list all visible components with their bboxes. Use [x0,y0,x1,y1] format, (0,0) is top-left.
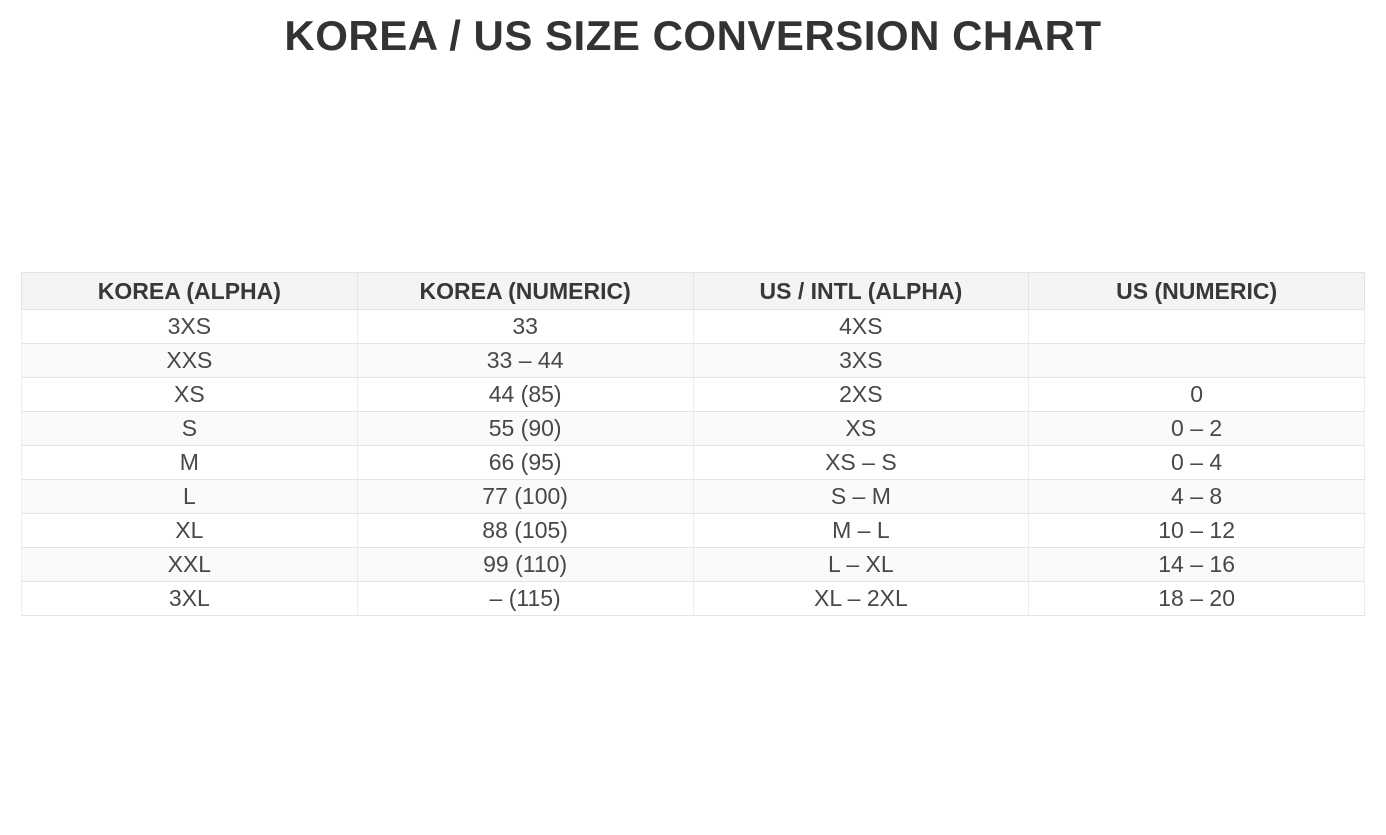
table-cell: 33 – 44 [357,344,693,378]
table-cell: S [22,412,358,446]
table-cell: 99 (110) [357,548,693,582]
table-row [22,582,1365,616]
table-cell: XXS [22,344,358,378]
table-cell: 10 – 12 [1029,514,1365,548]
table-cell: XS [693,412,1029,446]
table-cell: XS – S [693,446,1029,480]
table-cell: L – XL [693,548,1029,582]
table-cell: 2XS [693,378,1029,412]
table-header [22,273,1365,310]
table-cell: 77 (100) [357,480,693,514]
table-cell: 0 – 4 [1029,446,1365,480]
table-cell: – (115) [357,582,693,616]
column-header: KOREA (ALPHA) [22,273,358,310]
table-body [22,310,1365,616]
table-row [22,310,1365,344]
table-cell: 88 (105) [357,514,693,548]
table-cell: 4XS [693,310,1029,344]
table-cell: XL – 2XL [693,582,1029,616]
table-cell: 66 (95) [357,446,693,480]
table-cell [1029,310,1365,344]
table-row [22,412,1365,446]
size-conversion-table-container [21,272,1365,616]
table-cell: S – M [693,480,1029,514]
table-cell: M – L [693,514,1029,548]
size-conversion-table [21,272,1365,616]
table-cell: 0 [1029,378,1365,412]
column-header: US (NUMERIC) [1029,273,1365,310]
table-cell: 14 – 16 [1029,548,1365,582]
table-cell: XL [22,514,358,548]
table-cell: 44 (85) [357,378,693,412]
table-row [22,344,1365,378]
table-cell: 3XL [22,582,358,616]
table-cell: 33 [357,310,693,344]
table-cell: 55 (90) [357,412,693,446]
table-cell: 0 – 2 [1029,412,1365,446]
table-cell: L [22,480,358,514]
table-header-row [22,273,1365,310]
table-cell: XS [22,378,358,412]
page-title: KOREA / US SIZE CONVERSION CHART [284,12,1102,59]
table-cell: 4 – 8 [1029,480,1365,514]
table-cell [1029,344,1365,378]
table-cell: 3XS [22,310,358,344]
table-cell: M [22,446,358,480]
table-row [22,548,1365,582]
table-cell: XXL [22,548,358,582]
table-row [22,446,1365,480]
column-header: KOREA (NUMERIC) [357,273,693,310]
table-row [22,378,1365,412]
table-cell: 3XS [693,344,1029,378]
table-row [22,514,1365,548]
table-row [22,480,1365,514]
table-cell: 18 – 20 [1029,582,1365,616]
column-header: US / INTL (ALPHA) [693,273,1029,310]
